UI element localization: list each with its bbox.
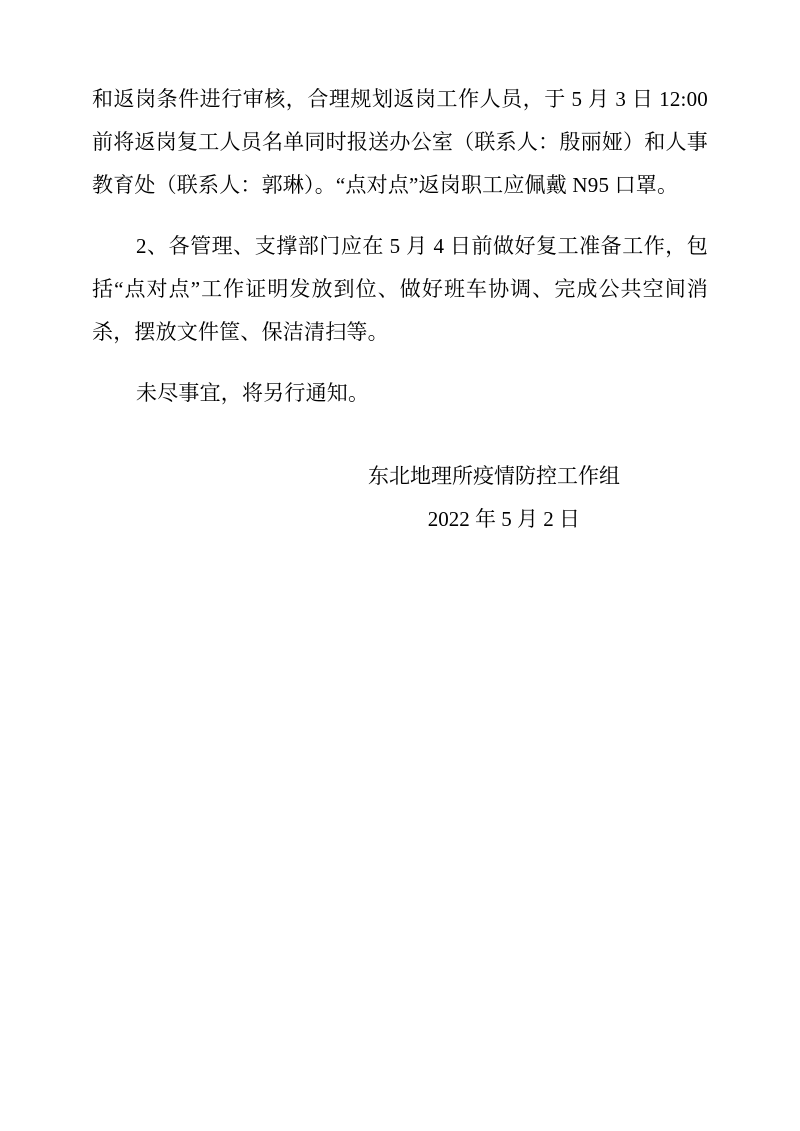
document-body [92,78,708,415]
paragraph-item-2: 2、各管理、支撑部门应在 5 月 4 日前做好复工准备工作，包括“点对点”工作证明发放到位、做好班车协调、完成公共空间消杀，摆放文件筐、保洁清扫等。 [92,234,708,344]
signature-organization: 东北地理所疫情防控工作组 [368,464,620,488]
signature-block [92,455,708,541]
paragraph-closing: 未尽事宜，将另行通知。 [136,381,370,405]
paragraph-continuation: 和返岗条件进行审核，合理规划返岗工作人员，于 5 月 3 日 12:00 前将返岗复工人员名单同时报送办公室（联系人：殷丽娅）和人事教育处（联系人：郭琳）。“点对点”返岗职工应佩戴 N95 口罩。 [92,87,708,197]
signature-date: 2022 年 5 月 2 日 [427,507,580,531]
